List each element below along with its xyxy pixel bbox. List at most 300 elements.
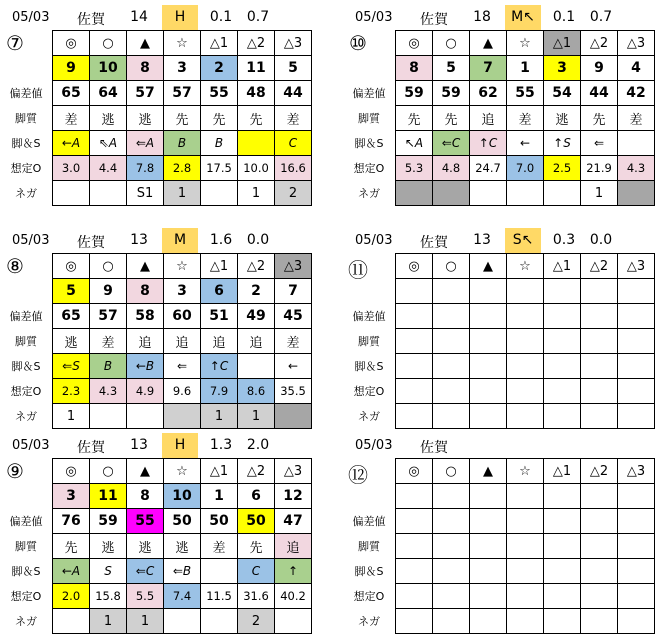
running-style-cell	[618, 329, 655, 354]
deviation-cell: 59	[90, 509, 127, 534]
mark-cell: ○	[90, 31, 127, 56]
leg-speed-cell: C	[275, 131, 312, 156]
mark-cell: △2	[581, 31, 618, 56]
race-venue: 佐賀	[420, 440, 448, 456]
row-label: 脚＆S	[354, 360, 384, 373]
expected-odds-row	[396, 379, 655, 404]
running-style-cell: 先	[238, 534, 275, 559]
mark-cell: ◎	[53, 254, 90, 279]
horse-number-cell: 7	[470, 56, 507, 81]
row-label: ネガ	[15, 187, 37, 200]
deviation-row	[396, 304, 655, 329]
leg-speed-cell: ↖A	[396, 131, 433, 156]
mark-cell: △3	[275, 31, 312, 56]
race-block	[0, 433, 325, 641]
deviation-cell: 55	[201, 81, 238, 106]
leg-speed-row	[396, 131, 655, 156]
row-label: 脚＆S	[11, 360, 41, 373]
running-style-cell	[470, 534, 507, 559]
expected-odds-cell: 4.9	[127, 379, 164, 404]
deviation-cell: 50	[238, 509, 275, 534]
row-label: 脚＆S	[11, 565, 41, 578]
deviation-cell: 59	[396, 81, 433, 106]
horse-number-cell: 11	[90, 484, 127, 509]
expected-odds-cell: 3.0	[53, 156, 90, 181]
leg-speed-cell: ⇐	[581, 131, 618, 156]
deviation-cell	[396, 304, 433, 329]
expected-odds-cell: 5.3	[396, 156, 433, 181]
row-label: 想定O	[353, 590, 385, 603]
expected-odds-cell	[581, 379, 618, 404]
leg-speed-cell: ⇐S	[53, 354, 90, 379]
negative-row	[396, 609, 655, 634]
horse-number-cell: 7	[275, 279, 312, 304]
row-label: 脚＆S	[354, 565, 384, 578]
race-date: 05/03	[12, 438, 50, 453]
running-style-cell: 先	[238, 106, 275, 131]
leg-speed-cell	[470, 354, 507, 379]
race-grid	[395, 253, 655, 429]
expected-odds-cell: 7.0	[507, 156, 544, 181]
horse-number-cell: 3	[53, 484, 90, 509]
expected-odds-cell	[470, 584, 507, 609]
negative-cell: 1	[53, 404, 90, 429]
horse-number-cell	[507, 484, 544, 509]
horse-number-cell: 3	[544, 56, 581, 81]
running-style-cell: 追	[127, 329, 164, 354]
negative-cell	[201, 181, 238, 206]
deviation-cell: 44	[275, 81, 312, 106]
mark-cell: △1	[201, 254, 238, 279]
race-number: ⑩	[349, 31, 367, 55]
leg-speed-cell: C	[238, 559, 275, 584]
horse-number-cell	[618, 484, 655, 509]
running-style-cell: 追	[164, 329, 201, 354]
running-style-cell: 逃	[164, 534, 201, 559]
deviation-cell	[581, 304, 618, 329]
race-date: 05/03	[355, 233, 393, 248]
expected-odds-cell: 7.4	[164, 584, 201, 609]
race-header	[343, 433, 668, 458]
expected-odds-cell	[618, 584, 655, 609]
leg-speed-cell	[618, 131, 655, 156]
horse-number-row	[396, 484, 655, 509]
expected-odds-cell	[618, 379, 655, 404]
deviation-cell: 65	[53, 81, 90, 106]
index-value-1: 1.6	[209, 232, 233, 248]
mark-cell: △3	[618, 254, 655, 279]
row-label: 想定O	[10, 162, 42, 175]
negative-cell	[581, 609, 618, 634]
mark-cell: △2	[238, 254, 275, 279]
running-style-cell: 先	[53, 534, 90, 559]
running-style-cell: 差	[90, 329, 127, 354]
race-block	[0, 5, 325, 213]
running-style-cell: 追	[470, 106, 507, 131]
horse-number-cell: 12	[275, 484, 312, 509]
running-style-cell: 差	[201, 534, 238, 559]
negative-cell	[90, 404, 127, 429]
horse-number-row	[53, 484, 312, 509]
horse-number-cell: 5	[275, 56, 312, 81]
negative-cell	[507, 181, 544, 206]
negative-cell	[164, 404, 201, 429]
horse-number-cell: 6	[201, 279, 238, 304]
race-grid	[52, 458, 312, 634]
negative-cell	[53, 609, 90, 634]
leg-speed-cell: ⇐B	[164, 559, 201, 584]
expected-odds-cell: 9.6	[164, 379, 201, 404]
expected-odds-cell: 21.9	[581, 156, 618, 181]
mark-cell: △1	[201, 31, 238, 56]
negative-row	[53, 181, 312, 206]
horse-number-cell: 8	[396, 56, 433, 81]
deviation-cell: 55	[127, 509, 164, 534]
expected-odds-cell	[433, 379, 470, 404]
negative-cell	[544, 181, 581, 206]
index-value-2: 2.0	[246, 437, 270, 453]
deviation-cell	[433, 304, 470, 329]
leg-speed-cell	[544, 354, 581, 379]
mark-row	[396, 459, 655, 484]
mark-cell: ☆	[507, 254, 544, 279]
deviation-cell: 58	[127, 304, 164, 329]
running-style-cell: 追	[201, 329, 238, 354]
index-value-2: 0.0	[589, 232, 613, 248]
mark-cell: ◎	[396, 254, 433, 279]
race-number: ⑦	[6, 31, 24, 55]
mark-cell: ▲	[127, 459, 164, 484]
negative-cell: 1	[201, 404, 238, 429]
negative-cell	[618, 181, 655, 206]
deviation-cell	[396, 509, 433, 534]
deviation-cell	[544, 304, 581, 329]
row-label: 偏差値	[9, 87, 43, 100]
leg-speed-cell: ←	[507, 131, 544, 156]
leg-speed-cell	[238, 131, 275, 156]
expected-odds-cell: 17.5	[201, 156, 238, 181]
negative-cell	[396, 181, 433, 206]
leg-speed-row	[53, 559, 312, 584]
expected-odds-cell	[433, 584, 470, 609]
race-grid	[395, 458, 655, 634]
expected-odds-cell	[544, 379, 581, 404]
deviation-cell: 48	[238, 81, 275, 106]
race-header	[0, 5, 325, 30]
mark-cell: △3	[275, 459, 312, 484]
mark-cell: △2	[238, 31, 275, 56]
expected-odds-cell: 15.8	[90, 584, 127, 609]
leg-speed-cell	[396, 354, 433, 379]
mark-row	[53, 459, 312, 484]
running-style-cell: 差	[507, 106, 544, 131]
race-header	[0, 433, 325, 458]
negative-cell	[618, 609, 655, 634]
negative-cell: 1	[127, 609, 164, 634]
leg-speed-cell: B	[90, 354, 127, 379]
mark-cell: △1	[544, 31, 581, 56]
horse-number-cell	[581, 279, 618, 304]
leg-speed-row	[396, 354, 655, 379]
runner-count: 13	[473, 232, 491, 248]
expected-odds-row	[53, 584, 312, 609]
horse-number-cell: 2	[201, 56, 238, 81]
running-style-cell	[396, 534, 433, 559]
running-style-row	[396, 106, 655, 131]
mark-cell: △2	[238, 459, 275, 484]
mark-cell: ▲	[470, 254, 507, 279]
mark-cell: ○	[433, 254, 470, 279]
mark-cell: ☆	[507, 31, 544, 56]
deviation-cell: 57	[164, 81, 201, 106]
mark-cell: △2	[581, 254, 618, 279]
mark-cell: ○	[90, 459, 127, 484]
deviation-cell: 47	[275, 509, 312, 534]
negative-cell	[127, 404, 164, 429]
leg-speed-cell: ⇐C	[433, 131, 470, 156]
leg-speed-cell: ⇖A	[90, 131, 127, 156]
mark-cell: △1	[201, 459, 238, 484]
leg-speed-cell	[544, 559, 581, 584]
race-date: 05/03	[355, 438, 393, 453]
row-label: 偏差値	[9, 515, 43, 528]
horse-number-cell: 5	[433, 56, 470, 81]
row-label: ネガ	[358, 615, 380, 628]
running-style-cell: 先	[201, 106, 238, 131]
running-style-cell: 先	[396, 106, 433, 131]
expected-odds-cell	[544, 584, 581, 609]
expected-odds-cell: 8.6	[238, 379, 275, 404]
horse-number-cell: 8	[127, 56, 164, 81]
mark-row	[53, 31, 312, 56]
negative-cell: 1	[238, 181, 275, 206]
race-date: 05/03	[355, 10, 393, 25]
deviation-cell: 64	[90, 81, 127, 106]
deviation-cell: 44	[581, 81, 618, 106]
race-grid	[395, 30, 655, 206]
leg-speed-cell	[507, 354, 544, 379]
leg-speed-cell: ↑C	[201, 354, 238, 379]
negative-cell	[90, 181, 127, 206]
expected-odds-cell: 2.8	[164, 156, 201, 181]
leg-speed-cell	[581, 559, 618, 584]
deviation-cell: 50	[201, 509, 238, 534]
mark-cell: ○	[433, 31, 470, 56]
running-style-cell	[544, 329, 581, 354]
deviation-cell: 45	[275, 304, 312, 329]
leg-speed-cell: ←B	[127, 354, 164, 379]
deviation-cell: 62	[470, 81, 507, 106]
leg-speed-row	[53, 131, 312, 156]
race-date: 05/03	[12, 233, 50, 248]
horse-number-cell	[544, 279, 581, 304]
horse-number-row	[53, 56, 312, 81]
running-style-cell	[433, 534, 470, 559]
expected-odds-cell: 4.3	[90, 379, 127, 404]
running-style-row	[53, 106, 312, 131]
running-style-cell: 差	[275, 329, 312, 354]
mark-row	[53, 254, 312, 279]
horse-number-cell	[507, 279, 544, 304]
expected-odds-cell	[581, 584, 618, 609]
race-number: ⑨	[6, 459, 24, 483]
expected-odds-cell	[396, 379, 433, 404]
mark-cell: △1	[544, 459, 581, 484]
expected-odds-cell	[507, 584, 544, 609]
mark-cell: ☆	[507, 459, 544, 484]
row-label: 脚質	[358, 112, 380, 125]
deviation-cell	[581, 509, 618, 534]
mark-cell: ▲	[127, 31, 164, 56]
negative-cell	[618, 404, 655, 429]
runner-count: 14	[130, 9, 148, 25]
expected-odds-cell: 24.7	[470, 156, 507, 181]
race-venue: 佐賀	[77, 440, 105, 456]
horse-number-cell: 9	[53, 56, 90, 81]
index-value-2: 0.7	[246, 9, 270, 25]
leg-speed-cell: ←A	[53, 131, 90, 156]
running-style-cell: 逃	[127, 534, 164, 559]
deviation-cell: 57	[127, 81, 164, 106]
row-label: 偏差値	[352, 87, 386, 100]
horse-number-cell: 6	[238, 484, 275, 509]
deviation-cell	[507, 304, 544, 329]
leg-speed-cell: ⇐	[164, 354, 201, 379]
deviation-cell: 42	[618, 81, 655, 106]
race-class: M	[162, 228, 198, 253]
row-label: 脚質	[358, 540, 380, 553]
horse-number-cell	[396, 279, 433, 304]
negative-cell	[396, 404, 433, 429]
running-style-cell	[433, 329, 470, 354]
horse-number-cell: 10	[90, 56, 127, 81]
expected-odds-cell	[470, 379, 507, 404]
running-style-cell: 逃	[127, 106, 164, 131]
running-style-cell: 逃	[544, 106, 581, 131]
negative-cell	[433, 181, 470, 206]
expected-odds-cell: 11.5	[201, 584, 238, 609]
deviation-cell: 55	[507, 81, 544, 106]
running-style-cell: 追	[238, 329, 275, 354]
mark-cell: ◎	[53, 31, 90, 56]
deviation-cell	[507, 509, 544, 534]
running-style-cell: 追	[275, 534, 312, 559]
leg-speed-cell	[581, 354, 618, 379]
leg-speed-cell: ⇐C	[127, 559, 164, 584]
negative-cell	[275, 609, 312, 634]
deviation-cell: 57	[90, 304, 127, 329]
leg-speed-cell: B	[201, 131, 238, 156]
running-style-cell	[618, 534, 655, 559]
horse-number-cell: 9	[581, 56, 618, 81]
running-style-cell: 差	[275, 106, 312, 131]
negative-cell: S1	[127, 181, 164, 206]
expected-odds-cell: 7.9	[201, 379, 238, 404]
deviation-row	[396, 81, 655, 106]
row-label: ネガ	[358, 410, 380, 423]
horse-number-cell: 4	[618, 56, 655, 81]
horse-number-cell: 9	[90, 279, 127, 304]
leg-speed-cell	[396, 559, 433, 584]
horse-number-cell	[396, 484, 433, 509]
running-style-cell: 逃	[90, 534, 127, 559]
race-class: H	[162, 433, 198, 458]
negative-cell	[581, 404, 618, 429]
horse-number-cell: 5	[53, 279, 90, 304]
index-value-1: 1.3	[209, 437, 233, 453]
deviation-cell	[470, 509, 507, 534]
leg-speed-cell	[507, 559, 544, 584]
race-number: ⑧	[6, 254, 24, 278]
row-label: 偏差値	[352, 310, 386, 323]
running-style-row	[53, 534, 312, 559]
running-style-cell: 差	[53, 106, 90, 131]
deviation-cell	[433, 509, 470, 534]
mark-cell: ◎	[396, 459, 433, 484]
expected-odds-cell	[396, 584, 433, 609]
deviation-cell: 50	[164, 509, 201, 534]
horse-number-cell: 11	[238, 56, 275, 81]
expected-odds-cell: 4.4	[90, 156, 127, 181]
mark-cell: ○	[433, 459, 470, 484]
negative-cell	[53, 181, 90, 206]
race-block	[343, 433, 668, 641]
expected-odds-cell: 5.5	[127, 584, 164, 609]
deviation-row	[53, 509, 312, 534]
horse-number-cell: 10	[164, 484, 201, 509]
race-block	[343, 228, 668, 436]
mark-row	[396, 31, 655, 56]
race-block	[343, 5, 668, 213]
row-label: 偏差値	[352, 515, 386, 528]
leg-speed-cell: ↑	[275, 559, 312, 584]
runner-count: 18	[473, 9, 491, 25]
row-label: 想定O	[10, 385, 42, 398]
race-venue: 佐賀	[420, 12, 448, 28]
row-label: ネガ	[358, 187, 380, 200]
horse-number-cell	[433, 279, 470, 304]
mark-cell: △3	[275, 254, 312, 279]
deviation-row	[53, 81, 312, 106]
race-header	[343, 5, 668, 30]
leg-speed-cell	[618, 354, 655, 379]
expected-odds-cell: 35.5	[275, 379, 312, 404]
expected-odds-row	[53, 156, 312, 181]
expected-odds-cell: 31.6	[238, 584, 275, 609]
row-label: 脚＆S	[354, 137, 384, 150]
expected-odds-row	[396, 156, 655, 181]
running-style-cell: 逃	[53, 329, 90, 354]
row-label: 想定O	[353, 162, 385, 175]
mark-cell: ☆	[164, 31, 201, 56]
negative-cell	[201, 609, 238, 634]
race-header	[0, 228, 325, 253]
row-label: 脚質	[358, 335, 380, 348]
expected-odds-cell: 4.8	[433, 156, 470, 181]
index-value-1: 0.1	[552, 9, 576, 25]
horse-number-cell: 3	[164, 279, 201, 304]
row-label: 脚質	[15, 540, 37, 553]
mark-cell: △3	[618, 31, 655, 56]
running-style-row	[53, 329, 312, 354]
mark-row	[396, 254, 655, 279]
index-value-1: 0.3	[552, 232, 576, 248]
race-number: ⑫	[348, 463, 368, 487]
running-style-cell	[507, 329, 544, 354]
horse-number-row	[396, 56, 655, 81]
runner-count: 13	[130, 232, 148, 248]
mark-cell: ▲	[470, 31, 507, 56]
